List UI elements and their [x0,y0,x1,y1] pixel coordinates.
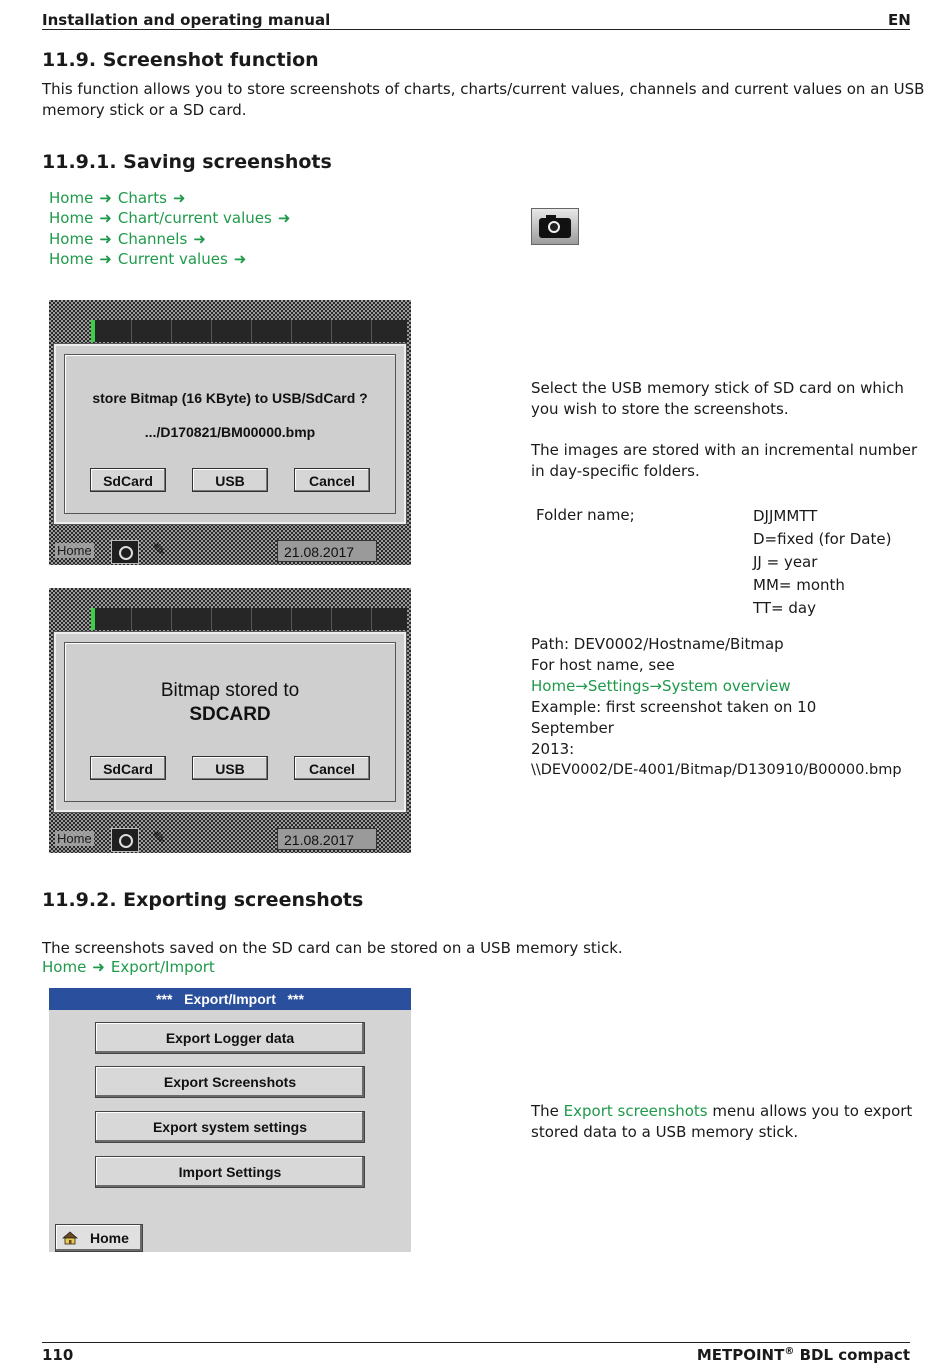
nav-home-link[interactable]: Home [531,677,576,695]
example-line: Example: first screenshot taken on 10 September [531,698,817,737]
nav-home-link[interactable]: Home [49,230,94,248]
status-home-button[interactable]: Home [57,831,92,846]
folder-jj: JJ = year [753,553,818,571]
header-rule [42,29,910,30]
device-screen-stored-dialog [49,588,411,853]
intro-line-1: This function allows you to store screenshots of charts, charts/current values, channels and current values on an USB [42,80,925,98]
desc-line: The images are stored with an incremental number [531,441,918,459]
export-screenshots-button[interactable]: Export Screenshots [95,1066,365,1098]
arrow-icon: → [649,677,662,695]
section-intro [42,79,924,121]
cancel-button[interactable]: Cancel [294,756,370,780]
exporting-text: The screenshots saved on the SD card can be stored on a USB memory stick. [42,939,623,957]
export-import-title: *** Export/Import *** [49,988,411,1010]
nav-home-link[interactable]: Home [49,209,94,227]
status-date: 21.08.2017 [277,828,377,850]
arrow-icon: → [575,677,588,695]
cancel-button[interactable]: Cancel [294,468,370,492]
manual-header-title: Installation and operating manual [42,11,331,29]
export-desc-line2: stored data to a USB memory stick. [531,1123,799,1141]
arrow-icon: ➜ [172,189,186,207]
example-line: 2013: [531,740,575,758]
nav-home-link[interactable]: Home [49,189,94,207]
registered-mark: ® [784,1346,795,1357]
arrow-icon: ➜ [99,250,112,268]
export-system-settings-button[interactable]: Export system settings [95,1111,365,1143]
intro-line-2: memory stick or a SD card. [42,101,247,119]
desc-line: Select the USB memory stick of SD card on which [531,379,904,397]
store-question: store Bitmap (16 KByte) to USB/SdCard ? [92,390,368,406]
camera-icon[interactable] [531,208,579,245]
desc-line: you wish to store the screenshots. [531,400,789,418]
arrow-icon: ➜ [277,209,291,227]
nav-path-chart-current[interactable] [49,209,296,227]
arrow-icon: ➜ [99,189,112,207]
arrow-icon: ➜ [233,250,247,268]
arrow-icon: ➜ [92,958,105,976]
nav-path-current-values[interactable] [49,250,252,268]
product-brand: METPOINT [696,1346,785,1364]
arrow-icon: ➜ [193,230,206,248]
screen-statusbar [49,816,411,853]
nav-settings-link[interactable]: Settings [587,677,650,695]
nav-channels-link[interactable]: Channels [117,230,188,248]
select-usb-text [531,378,904,420]
language-label: EN [888,11,911,29]
arrow-icon: ➜ [99,209,112,227]
export-screenshots-link[interactable]: Export screenshots [563,1102,708,1120]
import-settings-button[interactable]: Import Settings [95,1156,365,1188]
status-home-button[interactable]: Home [57,543,92,558]
home-button-label: Home [90,1230,129,1246]
footer-rule [42,1342,910,1343]
tool-icon[interactable]: ✎ [152,828,166,847]
stored-message-line1: Bitmap stored to [160,680,300,701]
nav-system-overview-link[interactable]: System overview [661,677,791,695]
usb-button[interactable]: USB [192,468,268,492]
camera-icon[interactable] [111,828,139,852]
store-path: .../D170821/BM00000.bmp [144,424,316,440]
export-import-screen [49,988,411,1252]
nav-chart-current-link[interactable]: Chart/current values [117,209,272,227]
store-dialog [54,344,406,524]
folder-name-values [753,505,891,620]
home-button[interactable] [55,1224,143,1252]
path-line: Path: DEV0002/Hostname/Bitmap [531,635,784,653]
camera-lens [548,221,560,233]
screen-green-marker [91,320,95,342]
nav-path-channels[interactable] [49,230,212,248]
folder-d: D=fixed (for Date) [753,530,892,548]
path-info [531,634,903,781]
folder-tt: TT= day [753,599,816,617]
nav-charts-link[interactable]: Charts [117,189,167,207]
export-desc-line1 [531,1101,912,1122]
example-path: \\DEV0002/DE-4001/Bitmap/D130910/B00000.bmp [531,762,902,778]
host-see-line: For host name, see [531,656,675,674]
nav-path-export[interactable] [42,958,215,976]
home-icon [62,1231,78,1245]
product-model: BDL compact [794,1346,910,1364]
device-screen-store-dialog [49,300,411,565]
folder-mm: MM= month [753,576,845,594]
sdcard-button[interactable]: SdCard [90,756,166,780]
desc-text: menu allows you to export [707,1102,913,1120]
nav-path-charts[interactable] [49,189,192,207]
folder-name-label: Folder name; [536,506,635,524]
camera-icon[interactable] [111,540,139,564]
subsection-saving-title: 11.9.1. Saving screenshots [42,151,332,173]
host-nav-path[interactable] [531,676,903,697]
export-logger-data-button[interactable]: Export Logger data [95,1022,365,1054]
export-description [531,1101,912,1143]
folder-format: DJJMMTT [753,507,818,525]
desc-line: in day-specific folders. [531,462,700,480]
screen-topbar [91,320,407,342]
subsection-exporting-title: 11.9.2. Exporting screenshots [42,889,364,911]
section-title: 11.9. Screenshot function [42,49,319,71]
screen-topbar [91,608,407,630]
tool-icon[interactable]: ✎ [152,540,166,559]
nav-home-link[interactable]: Home [42,958,87,976]
arrow-icon: ➜ [99,230,112,248]
desc-text: The [531,1102,564,1120]
screen-green-marker [91,608,95,630]
product-name [697,1346,910,1364]
stored-dialog [54,632,406,812]
status-date: 21.08.2017 [277,540,377,562]
page-number: 110 [42,1346,74,1364]
nav-home-link[interactable]: Home [49,250,94,268]
incremental-text [531,440,917,482]
usb-button[interactable]: USB [192,756,268,780]
nav-current-values-link[interactable]: Current values [117,250,228,268]
stored-message-line2: SDCARD [189,704,271,725]
sdcard-button[interactable]: SdCard [90,468,166,492]
screen-statusbar [49,528,411,565]
nav-export-import-link[interactable]: Export/Import [110,958,215,976]
